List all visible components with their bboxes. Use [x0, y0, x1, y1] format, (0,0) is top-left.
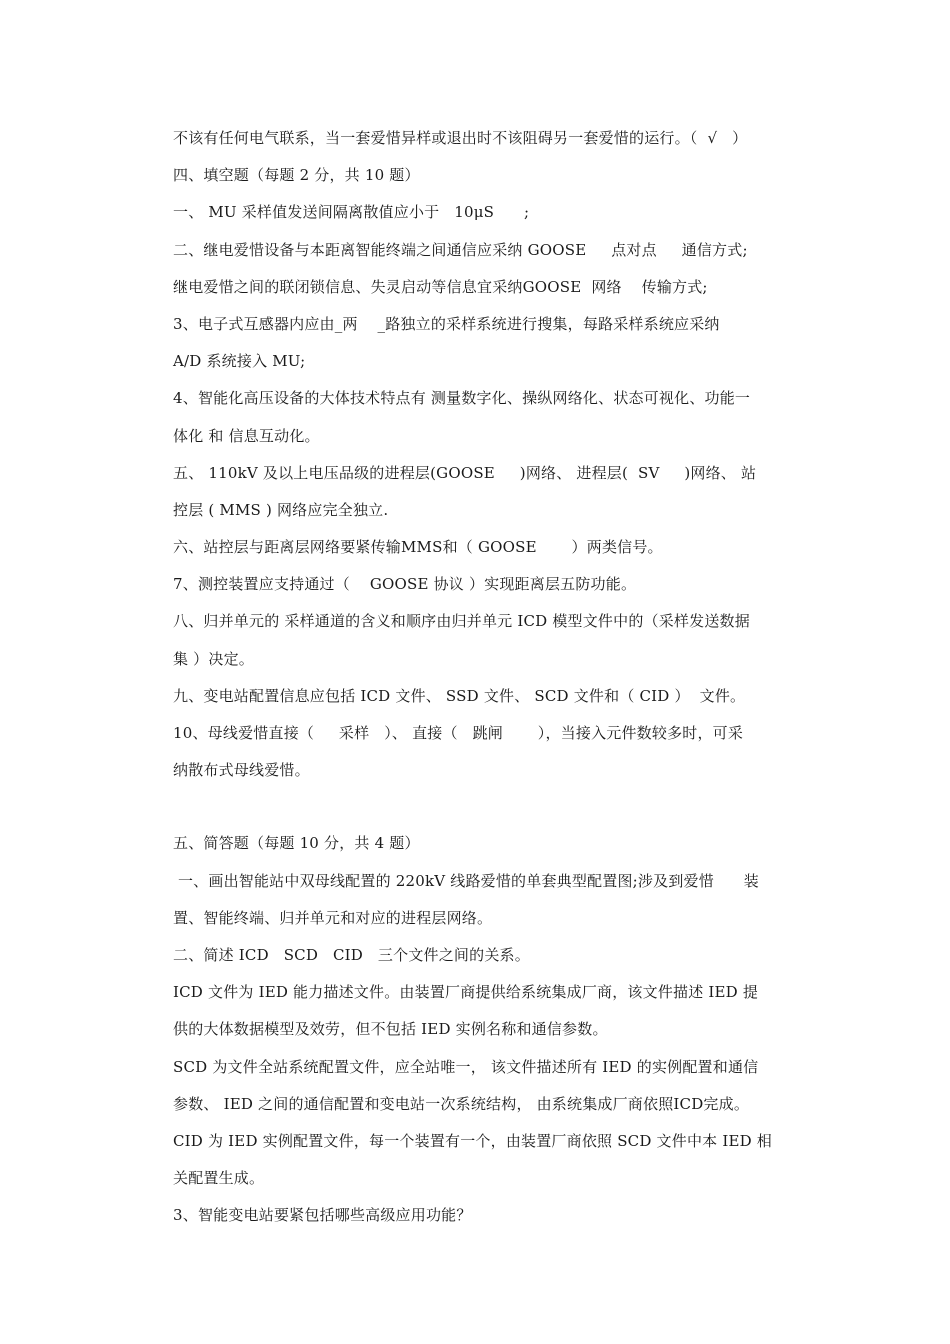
text-line: 二、继电爱惜设备与本距离智能终端之间通信应采纳 GOOSE 点对点 通信方式; [173, 240, 748, 259]
text-line: 4、智能化高压设备的大体技术特点有 测量数字化、操纵网络化、状态可视化、功能一 [173, 389, 751, 408]
text-line: 二、简述 ICD SCD CID 三个文件之间的关系。 [173, 945, 530, 964]
text-line: 3、电子式互感器内应由_两 _路独立的采样系统进行搜集，每路采样系统应采纳 [173, 314, 720, 333]
section-heading-fill-in: 四、填空题（每题 2 分，共 10 题） [173, 166, 420, 185]
text-line: CID 为 IED 实例配置文件，每一个装置有一个，由装置厂商依照 SCD 文件中本 IED 相 [173, 1131, 772, 1150]
text-line: 供的大体数据模型及效劳，但不包括 IED 实例名称和通信参数。 [173, 1020, 608, 1039]
text-line: 3、智能变电站要紧包括哪些高级应用功能？ [173, 1206, 472, 1225]
text-line: 九、变电站配置信息应包括 ICD 文件、 SSD 文件、 SCD 文件和（ CID ） 文件。 [173, 686, 746, 705]
text-line: 10、母线爱惜直接（ 采样 ）、 直接（ 跳闸 ），当接入元件数较多时，可采 [173, 724, 744, 742]
text-line: 不该有任何电气联系，当一套爱惜异样或退出时不该阻碍另一套爱惜的运行。（ √ ） [173, 129, 748, 147]
text-line: 八、归并单元的 采样通道的含义和顺序由归并单元 ICD 模型文件中的（采样发送数据 [173, 612, 750, 631]
paragraph-gap [173, 789, 813, 825]
text-line: 体化 和 信息互动化。 [173, 426, 320, 445]
text-line: ICD 文件为 IED 能力描述文件。由装置厂商提供给系统集成厂商，该文件描述 IED 提 [173, 983, 759, 1002]
text-line: 六、站控层与距离层网络要紧传输MMS和（ GOOSE ）两类信号。 [173, 538, 663, 557]
text-line: 7、测控装置应支持通过（ GOOSE 协议 ）实现距离层五防功能。 [173, 575, 637, 594]
text-line: 五、 110kV 及以上电压品级的进程层(GOOSE )网络、 进程层( SV )网络、 站 [173, 463, 757, 482]
text-line: 纳散布式母线爱惜。 [173, 761, 310, 780]
text-line: SCD 为文件全站系统配置文件，应全站唯一， 该文件描述所有 IED 的实例配置和通信 [173, 1057, 759, 1076]
document-page [173, 120, 813, 1234]
text-line: 一、画出智能站中双母线配置的 220kV 线路爱惜的单套典型配置图;涉及到爱惜 装 [173, 871, 759, 890]
section-heading-short-answer: 五、简答题（每题 10 分，共 4 题） [173, 834, 420, 853]
text-line: 置、智能终端、归并单元和对应的进程层网络。 [173, 908, 493, 927]
text-line: A/D 系统接入 MU; [173, 352, 306, 371]
text-line: 继电爱惜之间的联闭锁信息、失灵启动等信息宜采纳GOOSE 网络 传输方式; [173, 277, 708, 296]
text-line: 关配置生成。 [173, 1169, 265, 1188]
text-line: 一、 MU 采样值发送间隔离散值应小于 10μS ; [173, 203, 530, 222]
text-line: 集 ）决定。 [173, 649, 254, 668]
text-line: 参数、 IED 之间的通信配置和变电站一次系统结构， 由系统集成厂商依照ICD完成。 [173, 1094, 750, 1113]
text-line: 控层 ( MMS ) 网络应完全独立. [173, 500, 389, 519]
